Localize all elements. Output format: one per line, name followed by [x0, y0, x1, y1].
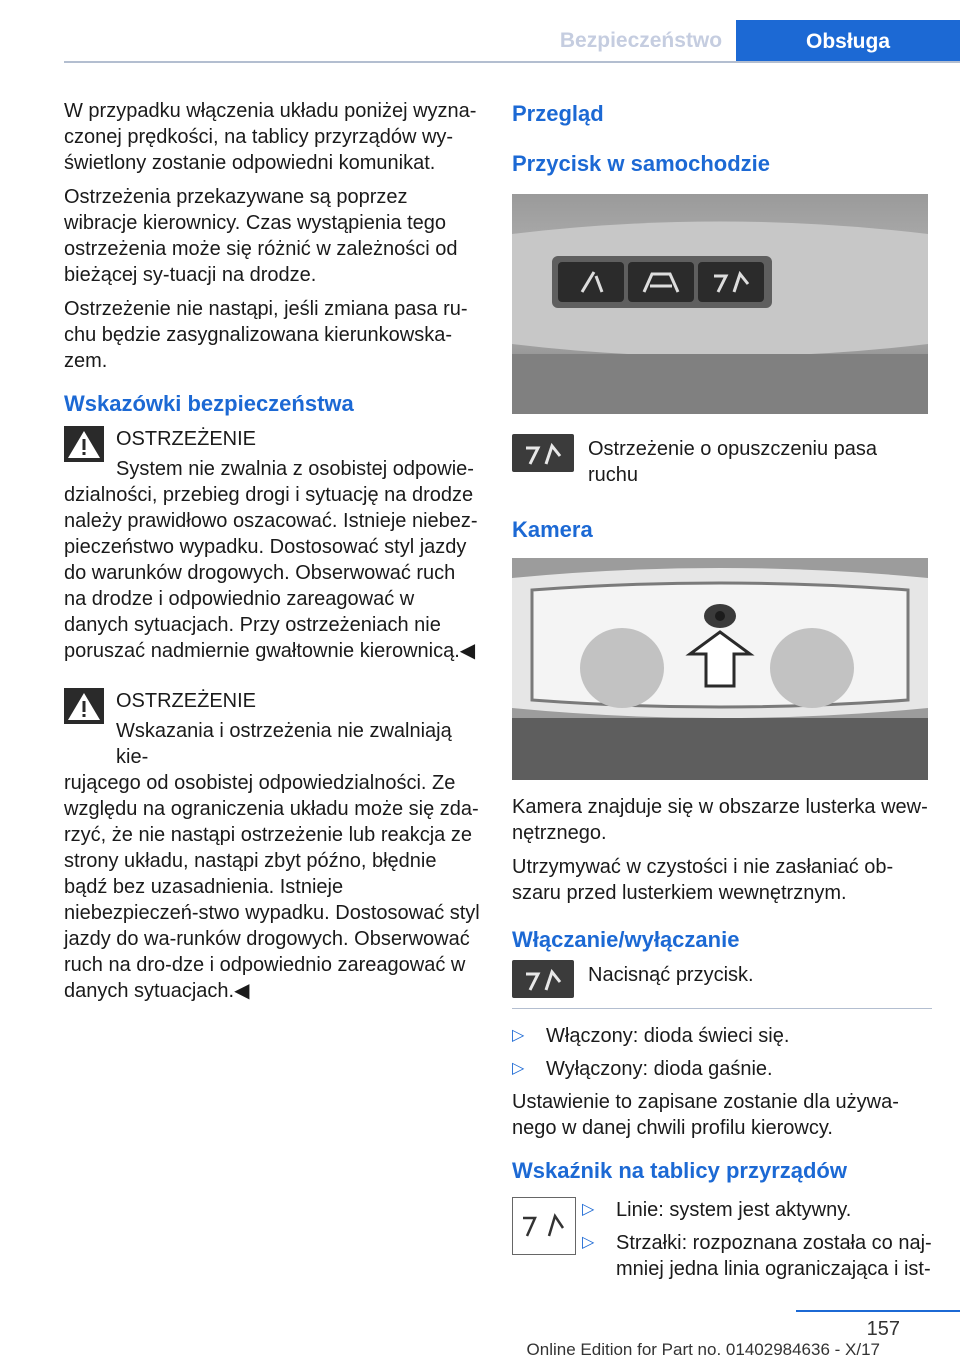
list-item-text: Strzałki: rozpoznana została co naj‐mniej jedna linia ograniczająca i ist‐ [616, 1232, 932, 1280]
button-caption-row [512, 434, 932, 488]
chapter-tab[interactable]: Obsługa [736, 20, 960, 63]
warning-triangle-icon [64, 688, 104, 724]
warning-text-start: System nie zwalnia z osobistej odpowie‐ [116, 458, 474, 480]
indicator-list [582, 1197, 932, 1282]
list-item [582, 1230, 932, 1282]
button-panel-image [512, 194, 928, 414]
list-item-text: Włączony: dioda świeci się. [546, 1025, 790, 1047]
divider [512, 1008, 932, 1009]
list-item [512, 1056, 932, 1082]
onoff-instruction: Nacisnąć przycisk. [588, 964, 754, 986]
page-number: 157 [866, 1318, 900, 1340]
indicator-heading: Wskaźnik na tablicy przyrządów [512, 1158, 847, 1183]
indicator-section [512, 1197, 932, 1282]
list-item [512, 1023, 932, 1049]
footer-edition: Online Edition for Part no. 01402984636 - X/17 [526, 1340, 880, 1359]
right-column [512, 98, 932, 1289]
warning-triangle-icon [64, 426, 104, 462]
lane-lines-indicator-icon [512, 1197, 576, 1255]
paragraph-vibration: Ostrzeżenia przekazywane są poprzez wibracje kierownicy. Czas wystąpienia tego ostrzeżenia może się różnić w zależności od bieżącej sy‐tuacji na drodze. [64, 186, 458, 286]
warning-text: rującego od osobistej odpowiedzialności. Ze względu na ograniczenia układu może się zda‐rzyć, że nie nastąpi ostrzeżenie lub reakcja ze strony układu, nastąpi zbyt późno, błędnie bądź bez uzasadnienia. Istnieje niebezpieczeń‐stwo wypadku. Dostosować styl jazdy do wa‐runków drogowych. Obserwować ruch na dro‐dze i odpowiednio zareagować w danych sytuacjach.◀ [64, 772, 480, 1002]
warning-text-start: Wskazania i ostrzeżenia nie zwalniają kie‐ [116, 720, 452, 768]
onoff-list [512, 1023, 932, 1082]
camera-image [512, 558, 928, 780]
paragraph-indicator-note: Ostrzeżenie nie nastąpi, jeśli zmiana pasa ru‐chu będzie zasygnalizowana kierunkowska‐zem. [64, 298, 468, 372]
button-heading: Przycisk w samochodzie [512, 151, 770, 176]
section-tab[interactable]: Bezpieczeństwo [559, 28, 723, 52]
onoff-heading: Włączanie/wyłączanie [512, 927, 740, 952]
footer-divider [796, 1310, 960, 1312]
warning-block-2 [64, 688, 482, 1004]
camera-location: Kamera znajduje się w obszarze lusterka wew‐nętrznego. [512, 796, 928, 844]
onoff-row [512, 960, 932, 1004]
warning-text: dzialności, przebieg drogi i sytuację na drodze należy prawidłowo oszacować. Istnieje niebez‐pieczeństwo wypadku. Dostosować styl jazdy do warunków drogowych. Obserwować ruch na drodze i odpowiednio zareagować w danych sytuacjach. Przy ostrzeżeniach nie poruszać nadmiernie gwałtownie kierownicą.◀ [64, 484, 478, 662]
lane-departure-button-icon[interactable] [512, 960, 574, 998]
camera-photo [512, 558, 928, 780]
warning-title: OSTRZEŻENIE [116, 690, 257, 712]
triangle-bullet-icon: ▷ [582, 1234, 595, 1251]
warning-block-1 [64, 426, 482, 664]
profile-note: Ustawienie to zapisane zostanie dla używa‐nego w danej chwili profilu kierowcy. [512, 1091, 899, 1139]
triangle-bullet-icon: ▷ [512, 1027, 525, 1044]
overview-heading: Przegląd [512, 101, 604, 126]
left-column [64, 98, 482, 1004]
button-panel-photo [512, 194, 928, 414]
lane-departure-button-icon [512, 434, 574, 472]
list-item [582, 1197, 932, 1223]
triangle-bullet-icon: ▷ [512, 1060, 525, 1077]
triangle-bullet-icon: ▷ [582, 1201, 595, 1218]
button-caption: Ostrzeżenie o opuszczeniu pasa ruchu [588, 438, 878, 486]
paragraph-intro: W przypadku włączenia układu poniżej wyzna‐czonej prędkości, na tablicy przyrządów wy‐świetlony zostanie odpowiedni komunikat. [64, 100, 477, 174]
camera-clean-note: Utrzymywać w czystości i nie zasłaniać ob‐szaru przed lusterkiem wewnętrznym. [512, 856, 894, 904]
header-divider [64, 61, 960, 63]
safety-heading: Wskazówki bezpieczeństwa [64, 391, 354, 416]
list-item-text: Wyłączony: dioda gaśnie. [546, 1058, 773, 1080]
warning-title: OSTRZEŻENIE [116, 428, 257, 450]
list-item-text: Linie: system jest aktywny. [616, 1199, 852, 1221]
camera-heading: Kamera [512, 517, 593, 542]
